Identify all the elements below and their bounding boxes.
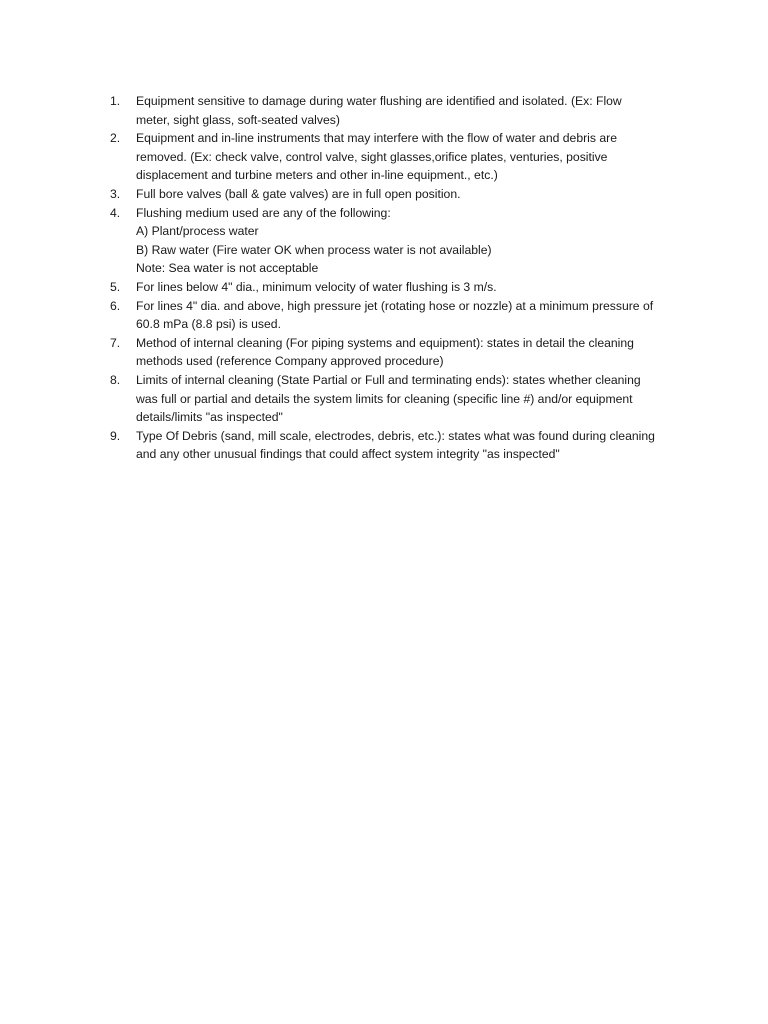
item-text	[136, 185, 680, 204]
item-line: Equipment sensitive to damage during water flushing are identified and isolated. (Ex: Flow	[136, 94, 622, 108]
list-item	[110, 92, 680, 129]
list-item	[110, 371, 680, 427]
item-text	[136, 427, 680, 464]
list-item	[110, 129, 680, 185]
item-line: Method of internal cleaning (For piping systems and equipment): states in detail the cleaning	[136, 335, 634, 350]
item-line: For lines 4" dia. and above, high pressure jet (rotating hose or nozzle) at a minimum pressure of	[136, 298, 654, 313]
item-line: Full bore valves (ball & gate valves) are in full open position.	[136, 186, 461, 201]
list-item	[110, 427, 680, 464]
item-line: Note: Sea water is not acceptable	[136, 261, 319, 276]
item-text	[136, 204, 680, 278]
item-text	[136, 371, 680, 427]
list-item	[110, 334, 680, 371]
item-text	[136, 297, 680, 334]
item-line: was full or partial and details the system limits for cleaning (specific line #) and/or equipment	[136, 391, 633, 406]
list-item	[110, 204, 680, 278]
item-line: removed. (Ex: check valve, control valve, sight glasses,orifice plates, venturies, positive	[136, 149, 608, 164]
item-line: A) Plant/process water	[136, 224, 259, 239]
item-number: 7.	[110, 335, 121, 350]
item-line: Flushing medium used are any of the following:	[136, 205, 391, 220]
item-number: 8.	[110, 372, 121, 387]
list-item	[110, 185, 680, 204]
item-line: details/limits "as inspected"	[136, 410, 283, 425]
item-number: 2.	[110, 131, 121, 146]
item-line: 60.8 mPa (8.8 psi) is used.	[136, 317, 281, 332]
list-item	[110, 297, 680, 334]
list-item	[110, 278, 680, 297]
item-number: 6.	[110, 298, 121, 313]
item-line: Type Of Debris (sand, mill scale, electrodes, debris, etc.): states what was found during cleaning	[136, 428, 655, 443]
item-line: Equipment and in-line instruments that may interfere with the flow of water and debris are	[136, 131, 617, 146]
item-line: meter, sight glass, soft-seated valves)	[136, 112, 340, 127]
item-number: 1.	[110, 94, 121, 108]
item-text	[136, 334, 680, 371]
item-line: displacement and turbine meters and other in-line equipment., etc.)	[136, 168, 498, 183]
item-number: 9.	[110, 428, 121, 443]
item-number: 4.	[110, 205, 121, 220]
item-line: B) Raw water (Fire water OK when process water is not available)	[136, 242, 492, 257]
item-number: 5.	[110, 279, 121, 294]
item-number: 3.	[110, 186, 121, 201]
item-text	[136, 129, 680, 185]
item-line: Limits of internal cleaning (State Partial or Full and terminating ends): states whether cleaning	[136, 372, 641, 387]
checklist	[110, 92, 680, 464]
item-line: and any other unusual findings that could affect system integrity "as inspected"	[136, 447, 560, 462]
item-line: methods used (reference Company approved procedure)	[136, 354, 444, 369]
item-text	[136, 278, 680, 297]
item-line: For lines below 4" dia., minimum velocity of water flushing is 3 m/s.	[136, 279, 497, 294]
item-text	[136, 92, 680, 129]
